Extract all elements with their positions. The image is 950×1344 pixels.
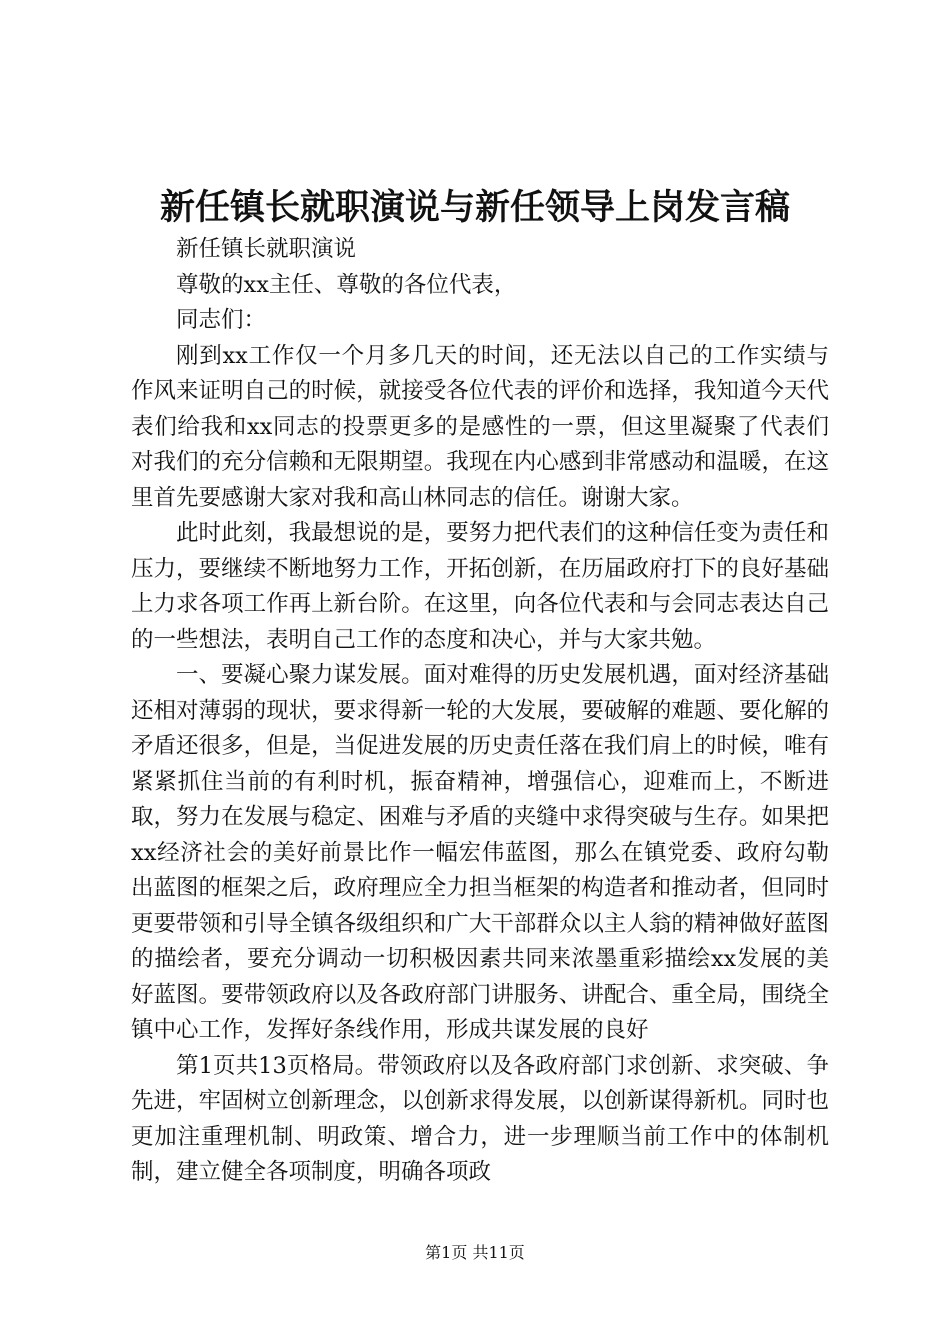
document-title: 新任镇长就职演说与新任领导上岗发言稿 <box>159 187 790 228</box>
paragraph: 第1页共13页格局。带领政府以及各政府部门求创新、求突破、争先进，牢固树立创新理念，以创新求得发展，以创新谋得新机。同时也更加注重理机制、明政策、增合力，进一步理顺当前工作中的体制机制，建立健全各项制度，明确各项政 <box>131 1052 829 1185</box>
paragraph: 此时此刻，我最想说的是，要努力把代表们的这种信任变为责任和压力，要继续不断地努力工作，开拓创新，在历届政府打下的良好基础上力求各项工作再上新台阶。在这里，向各位代表和与会同志表达自己的一些想法，表明自己工作的态度和决心，并与大家共勉。 <box>131 520 829 653</box>
document-body <box>131 232 829 1191</box>
paragraph: 新任镇长就职演说 <box>176 236 357 262</box>
paragraph: 同志们： <box>176 307 267 333</box>
page-number-footer: 第1页 共11页 <box>425 1243 525 1262</box>
paragraph: 一、要凝心聚力谋发展。面对难得的历史发展机遇，面对经济基础还相对薄弱的现状，要求得新一轮的大发展，要破解的难题、要化解的矛盾还很多，但是，当促进发展的历史责任落在我们肩上的时候，唯有紧紧抓住当前的有利时机，振奋精神，增强信心，迎难而上，不断进取，努力在发展与稳定、困难与矛盾的夹缝中求得突破与生存。如果把xx经济社会的美好前景比作一幅宏伟蓝图，那么在镇党委、政府勾勒出蓝图的框架之后，政府理应全力担当框架的构造者和推动者，但同时更要带领和引导全镇各级组织和广大干部群众以主人翁的精神做好蓝图的描绘者，要充分调动一切积极因素共同来浓墨重彩描绘xx发展的美好蓝图。要带领政府以及各政府部门讲服务、讲配合、重全局，围绕全镇中心工作，发挥好条线作用，形成共谋发展的良好 <box>131 662 829 1043</box>
paragraph: 尊敬的xx主任、尊敬的各位代表， <box>176 271 517 298</box>
paragraph: 刚到xx工作仅一个月多几天的时间，还无法以自己的工作实绩与作风来证明自己的时候，就接受各位代表的评价和选择，我知道今天代表们给我和xx同志的投票更多的是感性的一票，但这里凝聚了代表们对我们的充分信赖和无限期望。我现在内心感到非常感动和温暖，在这里首先要感谢大家对我和高山林同志的信任。谢谢大家。 <box>131 342 829 511</box>
